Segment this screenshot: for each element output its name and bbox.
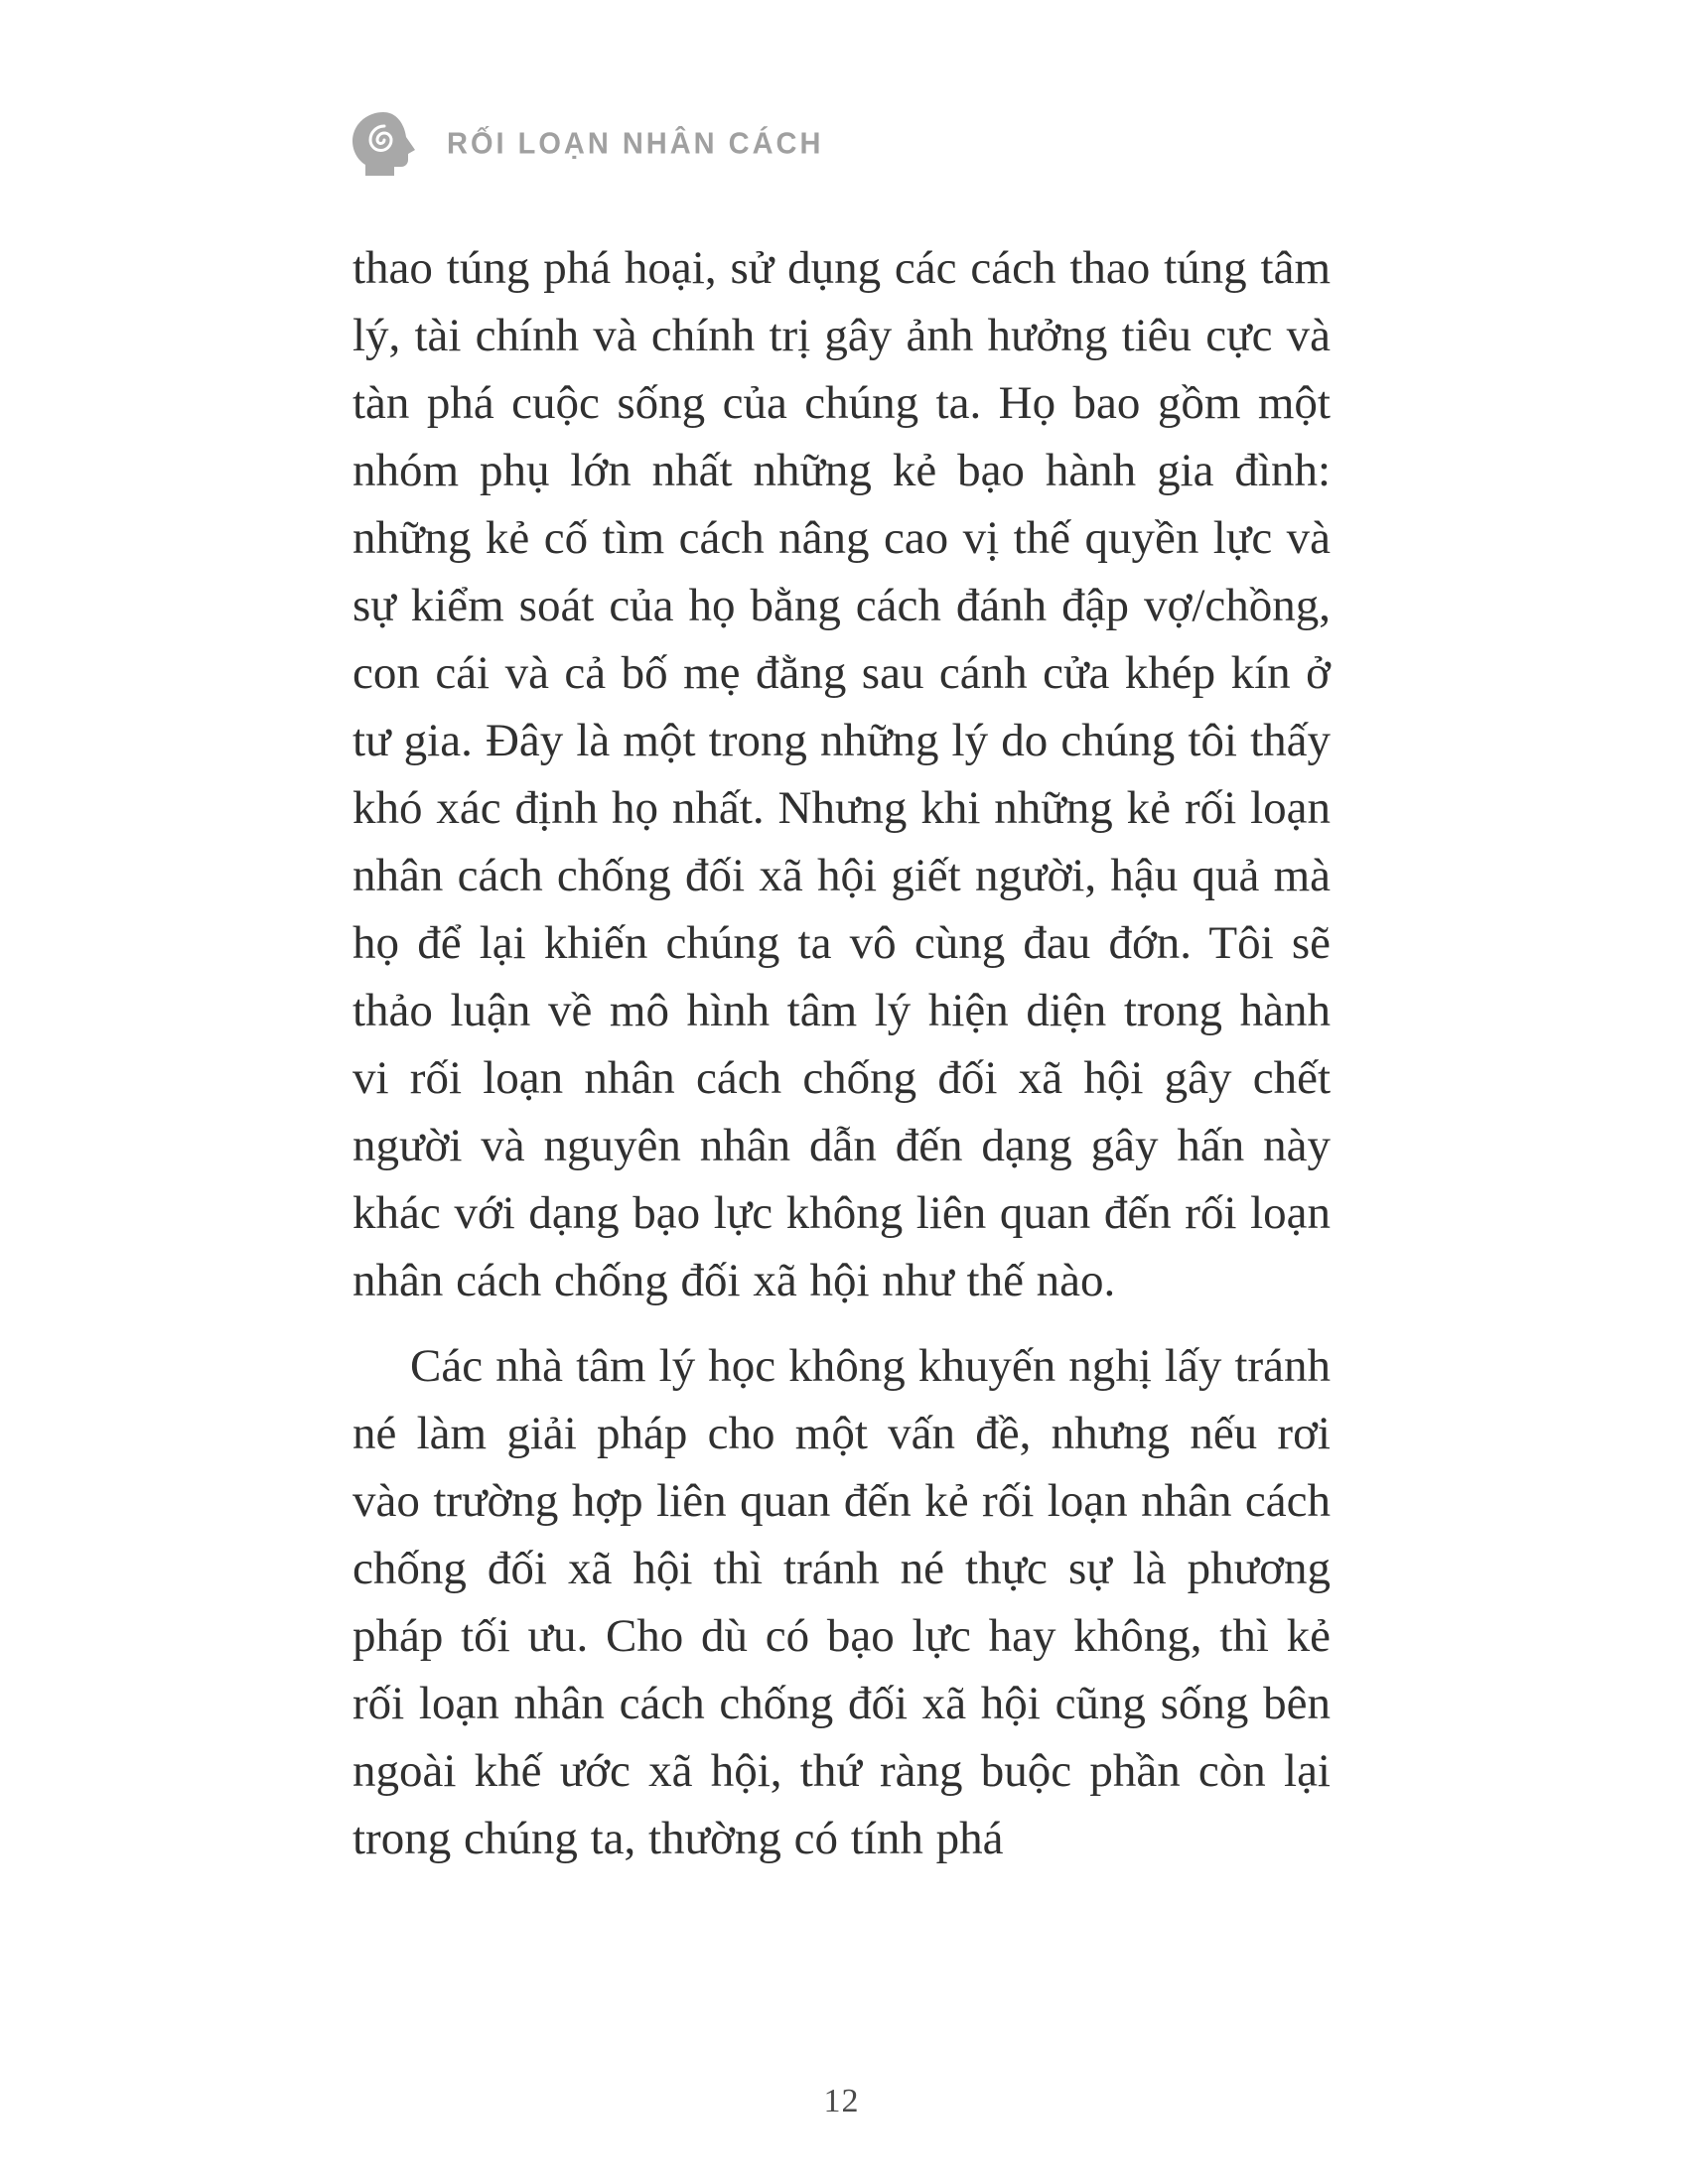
page-body	[352, 234, 1331, 1872]
head-spiral-icon	[348, 109, 427, 179]
page-number: 12	[823, 2083, 860, 2119]
paragraph: Các nhà tâm lý học không khuyến nghị lấy tránh né làm giải pháp cho một vấn đề, nhưng nếu rơi vào trường hợp liên quan đến kẻ rối loạn nhân cách chống đối xã hội thì tránh né thực sự là phương pháp tối ưu. Cho dù có bạo lực hay không, thì kẻ rối loạn nhân cách chống đối xã hội cũng sống bên ngoài khế ước xã hội, thứ ràng buộc phần còn lại trong chúng ta, thường có tính phá	[352, 1340, 1331, 1864]
page-footer	[352, 2083, 1331, 2120]
running-header-title: RỐI LOẠN NHÂN CÁCH	[447, 126, 824, 161]
page-header	[348, 109, 823, 179]
paragraph: thao túng phá hoại, sử dụng các cách thao túng tâm lý, tài chính và chính trị gây ảnh hưởng tiêu cực và tàn phá cuộc sống của chúng ta. Họ bao gồm một nhóm phụ lớn nhất những kẻ bạo hành gia đình: những kẻ cố tìm cách nâng cao vị thế quyền lực và sự kiểm soát của họ bằng cách đánh đập vợ/chồng, con cái và cả bố mẹ đằng sau cánh cửa khép kín ở tư gia. Đây là một trong những lý do chúng tôi thấy khó xác định họ nhất. Nhưng khi những kẻ rối loạn nhân cách chống đối xã hội giết người, hậu quả mà họ để lại khiến chúng ta vô cùng đau đớn. Tôi sẽ thảo luận về mô hình tâm lý hiện diện trong hành vi rối loạn nhân cách chống đối xã hội gây chết người và nguyên nhân dẫn đến dạng gây hấn này khác với dạng bạo lực không liên quan đến rối loạn nhân cách chống đối xã hội như thế nào.	[352, 242, 1331, 1306]
